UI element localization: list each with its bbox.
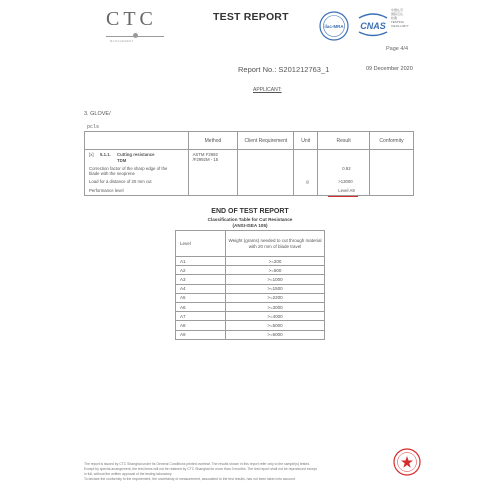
level-cell: A1 (176, 257, 226, 266)
level-cell: A2 (176, 266, 226, 275)
sample-code: pcls (87, 124, 100, 130)
logo-subtitle: MANAGEMENT (110, 40, 134, 43)
method-cell (188, 150, 238, 196)
header-weight: Weight (grams) needed to cut through material with 20 mm of blade travel (226, 231, 325, 257)
applicant-label: APPLICANT: (253, 87, 282, 93)
cnas-accreditation-text (391, 8, 409, 28)
level-cell: A6 (176, 302, 226, 311)
cnas-text-line: CNAS L4577 (391, 24, 409, 28)
weight-cell: >=6000 (226, 330, 325, 339)
method-line-2: /F2992M - 15 (192, 157, 219, 162)
desc-correction-factor: Correction factor of the sharp edge of the (89, 166, 168, 171)
method-line-1: ASTM F2992 (192, 152, 218, 157)
weight-cell: >=2200 (226, 293, 325, 302)
classification-row (176, 284, 325, 293)
classification-title: Classification Table for Cut Resistance (207, 217, 293, 222)
cnas-text-line: 国际互认 (391, 12, 404, 16)
desc-load: Load for a distance of 20 mm cut (89, 179, 152, 184)
header-test-item (85, 132, 189, 150)
end-of-report-title: END OF TEST REPORT (211, 208, 289, 215)
test-item-cell (85, 150, 189, 196)
weight-cell: >=5000 (226, 321, 325, 330)
footer-line: in full, without the written approval of the testing laboratory. (84, 472, 173, 476)
page-number: Page 4/4 (386, 46, 409, 52)
level-cell: A8 (176, 321, 226, 330)
classification-subtitle: (ANSI-ISEA 105) (232, 223, 268, 228)
test-results-table (84, 131, 414, 196)
cnas-text-line: 中国认可 (391, 8, 404, 12)
cert-logo-text: ilac-MRA (324, 24, 344, 29)
header-method: Method (188, 132, 238, 150)
classification-row (176, 330, 325, 339)
result-highlight-underline (328, 196, 358, 197)
table-row (85, 150, 414, 196)
section-title: 3. GLOVE/ (84, 111, 111, 117)
weight-cell: >=3000 (226, 302, 325, 311)
company-logo: CTC (106, 8, 157, 30)
classification-row (176, 275, 325, 284)
classification-row (176, 312, 325, 321)
weight-cell: >=500 (226, 266, 325, 275)
red-stamp-icon (392, 447, 422, 477)
classification-body (176, 257, 325, 340)
table-header-row (85, 132, 414, 150)
footer-line: To declare the conformity to the requirement, the uncertainty of measurement, associated to the test results, has not been taken into account. (84, 477, 296, 481)
cnas-logo-icon (356, 10, 390, 40)
level-cell: A9 (176, 330, 226, 339)
header-client-requirement: Client Requirement (238, 132, 294, 150)
weight-cell: >=1000 (226, 275, 325, 284)
test-sub-name: TDM (117, 158, 127, 163)
report-number: Report No.: S201212763_1 (238, 65, 330, 74)
result-correction-factor: 0.92 (342, 166, 351, 171)
weight-cell: >=1500 (226, 284, 325, 293)
classification-row (176, 293, 325, 302)
header-result: Result (318, 132, 370, 150)
test-name: Cutting resistance (117, 152, 155, 157)
header-conformity: Conformity (370, 132, 414, 150)
client-requirement-cell (238, 150, 294, 196)
classification-header-row (176, 231, 325, 257)
report-date: 09 December 2020 (366, 66, 413, 72)
report-title: TEST REPORT (213, 11, 289, 23)
logo-dot (133, 33, 138, 38)
classification-row (176, 257, 325, 266)
result-cell (318, 150, 370, 196)
cnas-logo-text: CNAS (360, 21, 386, 31)
header-level: Level (176, 231, 226, 257)
clause-number: 5.1.1. (100, 152, 111, 157)
footer-line: The report is issued by CTC Shanghai under its General Conditions printed overleaf. The results shown in this report refer only to the sample(s) tested. (84, 462, 311, 466)
unit-value: g (306, 179, 309, 184)
cnas-text-line: TESTING (391, 20, 405, 24)
classification-row (176, 266, 325, 275)
classification-table (175, 230, 325, 340)
level-cell: A3 (176, 275, 226, 284)
desc-performance-level: Performance level (89, 188, 124, 193)
level-cell: A5 (176, 293, 226, 302)
unit-cell (294, 150, 318, 196)
header-unit: Unit (294, 132, 318, 150)
level-cell: A4 (176, 284, 226, 293)
weight-cell: >=4000 (226, 312, 325, 321)
weight-cell: >=200 (226, 257, 325, 266)
desc-correction-factor-cont: blade with the neoprene (89, 171, 135, 176)
classification-row (176, 302, 325, 311)
footer-line: Except by special arrangement, the test items will not be retained by CTC Shanghai for more than 3 months. The test report shall not be reproduced except (84, 467, 317, 471)
level-cell: A7 (176, 312, 226, 321)
conformity-cell (370, 150, 414, 196)
classification-row (176, 321, 325, 330)
checkbox-marker: [x] (89, 152, 94, 157)
cnas-text-line: 检测 (391, 16, 398, 20)
result-level: Level A9 (338, 188, 355, 193)
result-load: >13000 (338, 179, 353, 184)
accreditation-logo-icon (318, 10, 350, 42)
